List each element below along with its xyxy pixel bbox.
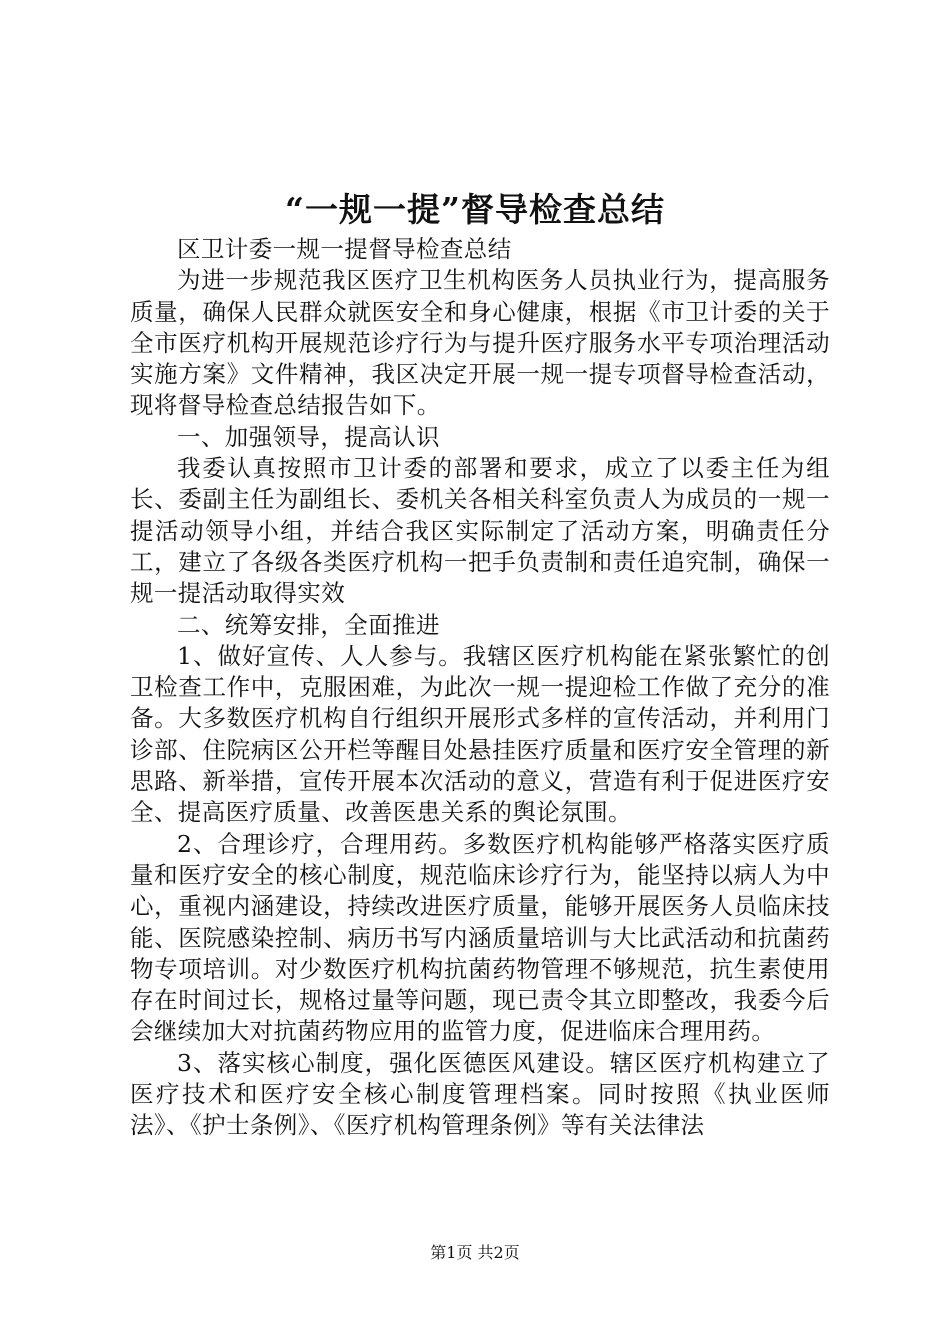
item-1-paragraph: 1、做好宣传、人人参与。我辖区医疗机构能在紧张繁忙的创卫检查工作中，克服困难，为此次一规一提迎检工作做了充分的准备。大多数医疗机构自行组织开展形式多样的宣传活动，并利用门诊部、住院病区公开栏等醒目处悬挂医疗质量和医疗安全管理的新思路、新举措，宣传开展本次活动的意义，营造有利于促进医疗安全、提高医疗质量、改善医患关系的舆论氛围。 <box>130 641 830 827</box>
item-3-paragraph: 3、落实核心制度，强化医德医风建设。辖区医疗机构建立了医疗技术和医疗安全核心制度管理档案。同时按照《执业医师法》、《护士条例》、《医疗机构管理条例》等有关法律法 <box>130 1048 830 1140</box>
page-number-footer: 第1页 共2页 <box>430 1243 520 1262</box>
section-1-paragraph: 我委认真按照市卫计委的部署和要求，成立了以委主任为组长、委副主任为副组长、委机关各相关科室负责人为成员的一规一提活动领导小组，并结合我区实际制定了活动方案，明确责任分工，建立了各级各类医疗机构一把手负责制和责任追究制，确保一规一提活动取得实效 <box>130 454 830 608</box>
document-body <box>130 234 830 1142</box>
section-heading-2: 二、统筹安排，全面推进 <box>177 610 440 639</box>
intro-paragraph: 为进一步规范我区医疗卫生机构医务人员执业行为，提高服务质量，确保人民群众就医安全和身心健康，根据《市卫计委的关于全市医疗机构开展规范诊疗行为与提升医疗服务水平专项治理活动实施方案》文件精神，我区决定开展一规一提专项督导检查活动，现将督导检查总结报告如下。 <box>130 266 830 420</box>
item-2-paragraph: 2、合理诊疗，合理用药。多数医疗机构能够严格落实医疗质量和医疗安全的核心制度，规范临床诊疗行为，能坚持以病人为中心，重视内涵建设，持续改进医疗质量，能够开展医务人员临床技能、医院感染控制、病历书写内涵质量培训与大比武活动和抗菌药物专项培训。对少数医疗机构抗菌药物管理不够规范，抗生素使用存在时间过长，规格过量等问题，现已责令其立即整改，我委今后会继续加大对抗菌药物应用的监管力度，促进临床合理用药。 <box>130 829 830 1046</box>
document-title: “一规一提”督导检查总结 <box>285 190 665 229</box>
section-heading-1: 一、加强领导，提高认识 <box>177 422 440 451</box>
subtitle-line: 区卫计委一规一提督导检查总结 <box>177 235 512 263</box>
